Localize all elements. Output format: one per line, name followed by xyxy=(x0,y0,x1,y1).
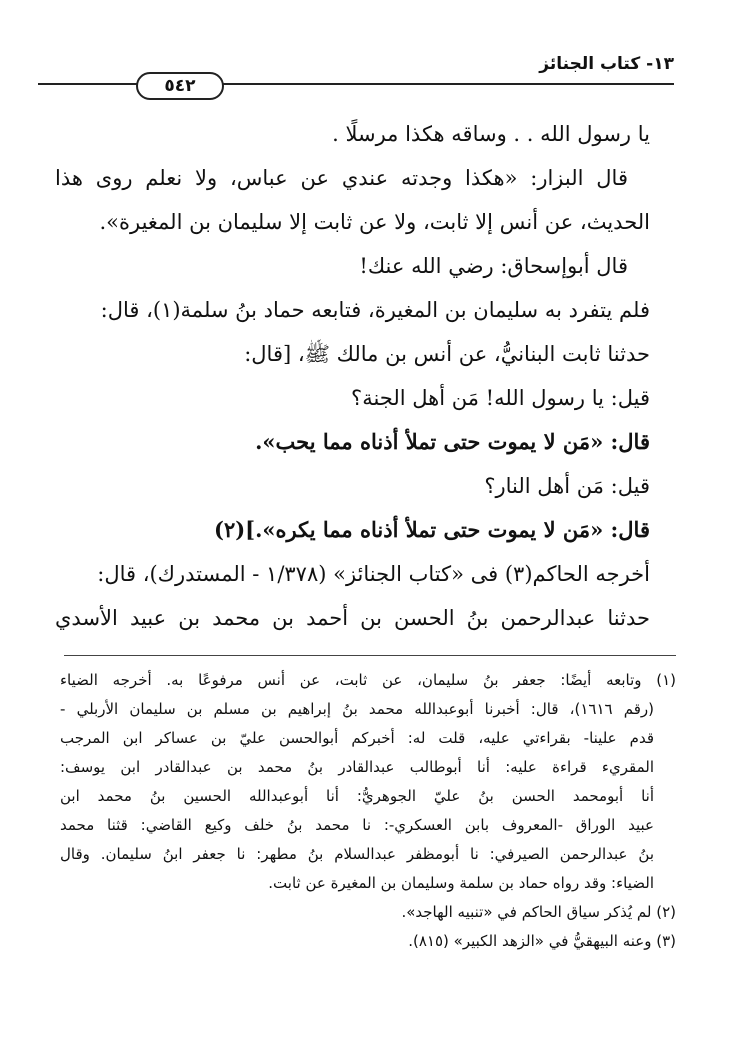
footnote-line: (١) وتابعه أيضًا: جعفر بنُ سليمان، عن ثابت، عن أنس مرفوعًا به. أخرجه الضياء xyxy=(60,671,676,689)
text-line: أخرجه الحاكم(٣) فى «كتاب الجنائز» (١/٣٧٨ - المستدرك)، قال: xyxy=(97,562,650,586)
text-line: قال: «مَن لا يموت حتى تملأ أذناه مما يحب». xyxy=(255,429,650,454)
text-line: قال: «مَن لا يموت حتى تملأ أذناه مما يكره».](٢) xyxy=(214,517,650,542)
text-line: قيل: مَن أهل النار؟ xyxy=(484,474,650,498)
text-line: قال أبوإسحاق: رضي الله عنك! xyxy=(359,254,628,278)
footnote-line: عبيد الوراق -المعروف بابن العسكري-: نا محمد بنُ خلف وكيع القاضي: قثنا محمد xyxy=(60,816,654,834)
text-line: قيل: يا رسول الله! مَن أهل الجنة؟ xyxy=(351,386,650,410)
page-header xyxy=(38,50,674,94)
text-line: حدثنا ثابت البنانيُّ، عن أنس بن مالك ﷺ، [قال: xyxy=(244,342,650,366)
footnote-line: الضياء: وقد رواه حماد بن سلمة وسليمان بن المغيرة عن ثابت. xyxy=(268,874,654,892)
chapter-title: ١٣- كتاب الجنائز xyxy=(539,54,674,74)
text-line: فلم يتفرد به سليمان بن المغيرة، فتابعه حماد بنُ سلمة(١)، قال: xyxy=(100,298,650,322)
footnotes xyxy=(60,666,676,956)
page-number: ٥٤٢ xyxy=(136,72,224,100)
footnote-line: أنا أبومحمد الحسن بنُ عليّ الجوهريُّ: أنا أبوعبدالله الحسين بنُ محمد ابن xyxy=(60,787,654,805)
footnote-line: بنُ عبدالرحمن الصيرفي: نا أبومظفر عبدالسلام بنُ مطهر: نا جعفر ابنُ سليمان. وقال xyxy=(60,845,654,863)
footnote-line: (رقم ١٦١٦)، قال: أخبرنا أبوعبدالله محمد بنُ إبراهيم بن مسلم بن سليمان الأربلي - xyxy=(60,700,654,718)
footnote-line: المقريء قراءة عليه: أنا أبوطالب عبدالقادر بنُ محمد بن عبدالقادر ابن يوسف: xyxy=(60,758,654,776)
footnote-line: (٢) لم يُذكر سياق الحاكم في «تنبيه الهاجد». xyxy=(401,903,676,921)
footnote-separator xyxy=(64,655,676,656)
text-line: قال البزار: «هكذا وجدته عندي عن عباس، ولا نعلم روى هذا xyxy=(55,166,628,190)
footnote-line: (٣) وعنه البيهقيُّ في «الزهد الكبير» (٨١٥). xyxy=(408,932,676,950)
footnote-line: قدم علينا- بقراءتي عليه، قلت له: أخبركم أبوالحسن عليّ بن عساكر ابن المرجب xyxy=(60,729,654,747)
header-rule xyxy=(38,83,674,85)
text-line: يا رسول الله . . وساقه هكذا مرسلًا . xyxy=(332,122,650,146)
text-line: الحديث، عن أنس إلا ثابت، ولا عن ثابت إلا سليمان بن المغيرة». xyxy=(99,210,650,234)
main-text xyxy=(55,112,650,640)
text-line: حدثنا عبدالرحمن بنُ الحسن بن أحمد بن محمد بن عبيد الأسدي xyxy=(55,606,650,630)
